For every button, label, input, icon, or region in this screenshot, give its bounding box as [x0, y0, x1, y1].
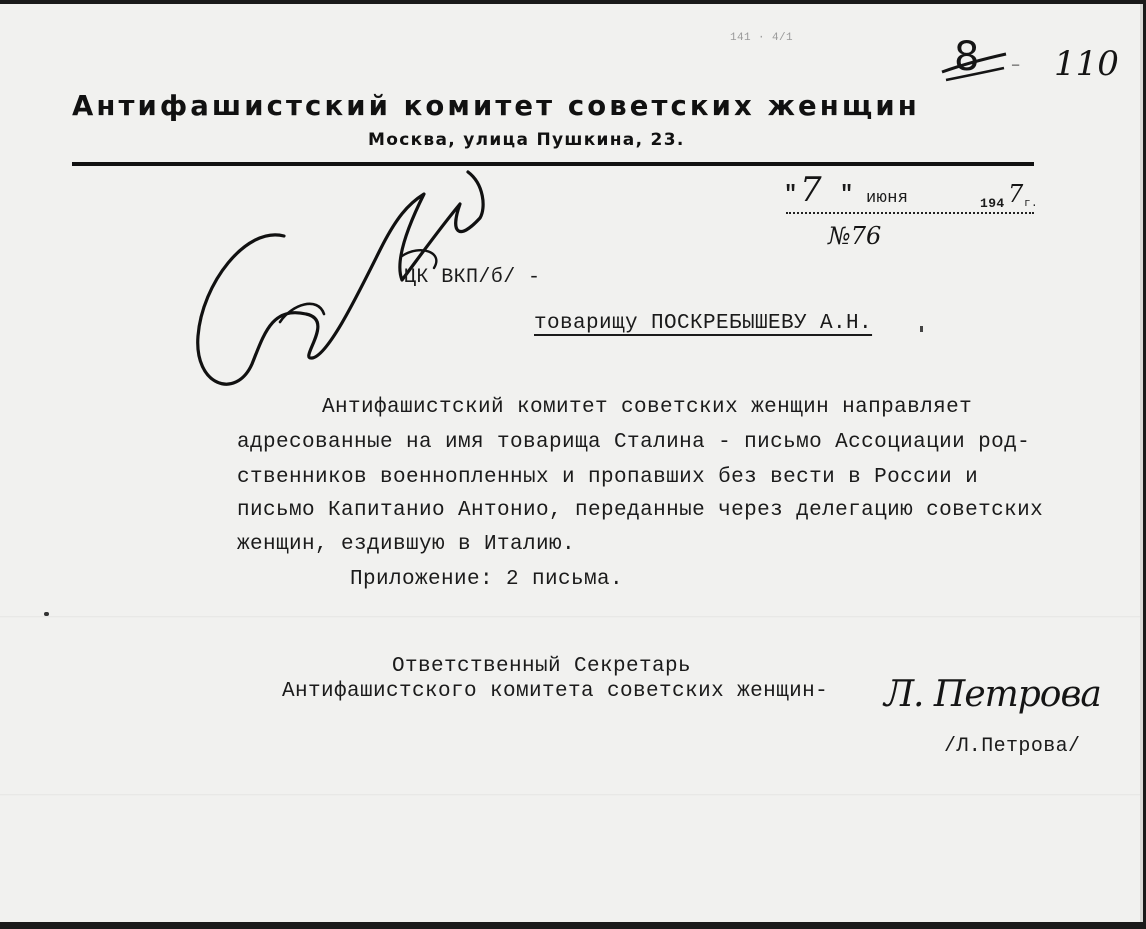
date-year-suffix: 7	[1008, 180, 1024, 208]
dash-mark: —	[1012, 58, 1020, 72]
recipient-line-2: товарищу ПОСКРЕБЫШЕВУ А.Н.	[534, 312, 873, 335]
date-open-quote: "	[784, 182, 798, 207]
paper-fold	[0, 616, 1140, 618]
handwritten-signature: Л. Петрова	[884, 674, 1101, 715]
letterhead-address: Москва, улица Пушкина, 23.	[368, 130, 685, 150]
attachment-line: Приложение: 2 письма.	[350, 568, 624, 591]
body-line-5: женщин, ездившую в Италию.	[237, 533, 576, 556]
date-year-abbr: г.	[1024, 198, 1039, 210]
date-year-prefix: 194	[980, 196, 1005, 211]
ink-speck	[44, 612, 49, 616]
ink-speck	[920, 326, 923, 332]
signature-typed-name: /Л.Петрова/	[944, 735, 1081, 758]
date-close-quote: "	[840, 182, 854, 207]
body-line-4: письмо Капитанио Антонио, переданные через делегацию советских	[237, 499, 1044, 522]
document-sheet	[0, 4, 1143, 922]
date-month: июня	[866, 189, 909, 208]
recipient-line-1: ЦК ВКП/б/ -	[404, 266, 541, 289]
signature-title-2: Антифашистского комитета советских женщин-	[282, 680, 829, 703]
crossed-sheet-number: 8	[954, 34, 980, 80]
resolution-text	[260, 264, 264, 265]
letterhead-organization: Антифашистский комитет советских женщин	[72, 90, 920, 122]
body-line-1: Антифашистский комитет советских женщин направляет	[322, 396, 973, 419]
strike-mark	[940, 44, 1010, 84]
body-line-2: адресованные на имя товарища Сталина - письмо Ассоциации род-	[237, 431, 1031, 454]
faint-archive-mark: 141 · 4/1	[730, 32, 794, 44]
date-day: 7	[800, 170, 822, 210]
outgoing-number: №76	[828, 222, 882, 250]
archive-sheet-number: 110	[1054, 44, 1119, 84]
body-line-3: ственников военнопленных и пропавших без вести в России и	[237, 466, 979, 489]
signature-title-1: Ответственный Секретарь	[392, 655, 692, 678]
paper-fold	[0, 794, 1140, 796]
